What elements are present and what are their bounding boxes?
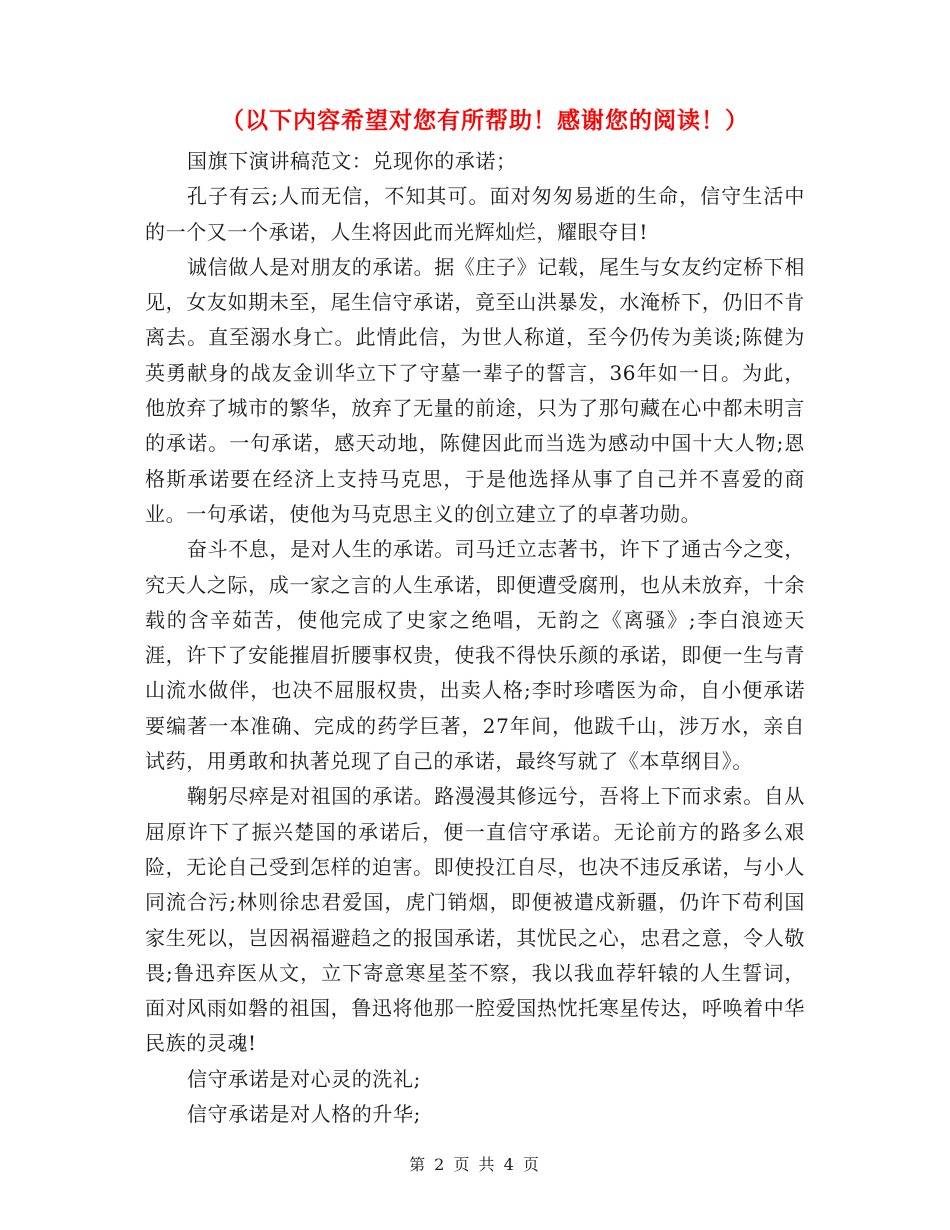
paragraph: 奋斗不息，是对人生的承诺。司马迁立志著书，许下了通古今之变，究天人之际，成一家之言的人生承诺，即便遭受腐刑，也从未放弃，十余载的含辛茹苦，使他完成了史家之绝唱，无韵之《离骚》;李白浪迹天涯，许下了安能摧眉折腰事权贵，使我不得快乐颜的承诺，即便一生与青山流水做伴，也决不屈服权贵，出卖人格;李时珍嗜医为命，自小便承诺要编著一本准确、完成的药学巨著，27年间，他跋千山，涉万水，亲自试药，用勇敢和执著兑现了自己的承诺，最终写就了《本草纲目》。 <box>145 537 805 774</box>
paragraph: 信守承诺是对人格的升华; <box>187 1102 421 1127</box>
document-body <box>145 144 805 1132</box>
page-number-footer: 第 2 页 共 4 页 <box>409 1155 541 1174</box>
paragraph: 信守承诺是对心灵的洗礼; <box>187 1066 421 1091</box>
banner-notice: （以下内容希望对您有所帮助！感谢您的阅读！） <box>221 108 749 134</box>
paragraph: 孔子有云;人而无信，不知其可。面对匆匆易逝的生命，信守生活中的一个又一个承诺，人生将因此而光辉灿烂，耀眼夺目! <box>145 184 805 244</box>
paragraph-title: 国旗下演讲稿范文：兑现你的承诺； <box>187 149 517 173</box>
paragraph: 鞠躬尽瘁是对祖国的承诺。路漫漫其修远兮，吾将上下而求索。自从屈原许下了振兴楚国的承诺后，便一直信守承诺。无论前方的路多么艰险，无论自己受到怎样的迫害。即使投江自尽，也决不违反承诺，与小人同流合污;林则徐忠君爱国，虎门销烟，即便被遣戍新疆，仍许下苟利国家生死以，岂因祸福避趋之的报国承诺，其忧民之心，忠君之意，令人敬畏;鲁迅弃医从文，立下寄意寒星荃不察，我以我血荐轩辕的人生誓词，面对风雨如磐的祖国，鲁迅将他那一腔爱国热忱托寒星传达，呼唤着中华民族的灵魂! <box>145 784 805 1056</box>
paragraph: 诚信做人是对朋友的承诺。据《庄子》记载，尾生与女友约定桥下相见，女友如期未至，尾生信守承诺，竟至山洪暴发，水淹桥下，仍旧不肯离去。直至溺水身亡。此情此信，为世人称道，至今仍传为美谈;陈健为英勇献身的战友金训华立下了守墓一辈子的誓言，36年如一日。为此，他放弃了城市的繁华，放弃了无量的前途，只为了那句藏在心中都未明言的承诺。一句承诺，感天动地，陈健因此而当选为感动中国十大人物;恩格斯承诺要在经济上支持马克思，于是他选择从事了自己并不喜爱的商业。一句承诺，使他为马克思主义的创立建立了的卓著功勋。 <box>145 254 805 526</box>
